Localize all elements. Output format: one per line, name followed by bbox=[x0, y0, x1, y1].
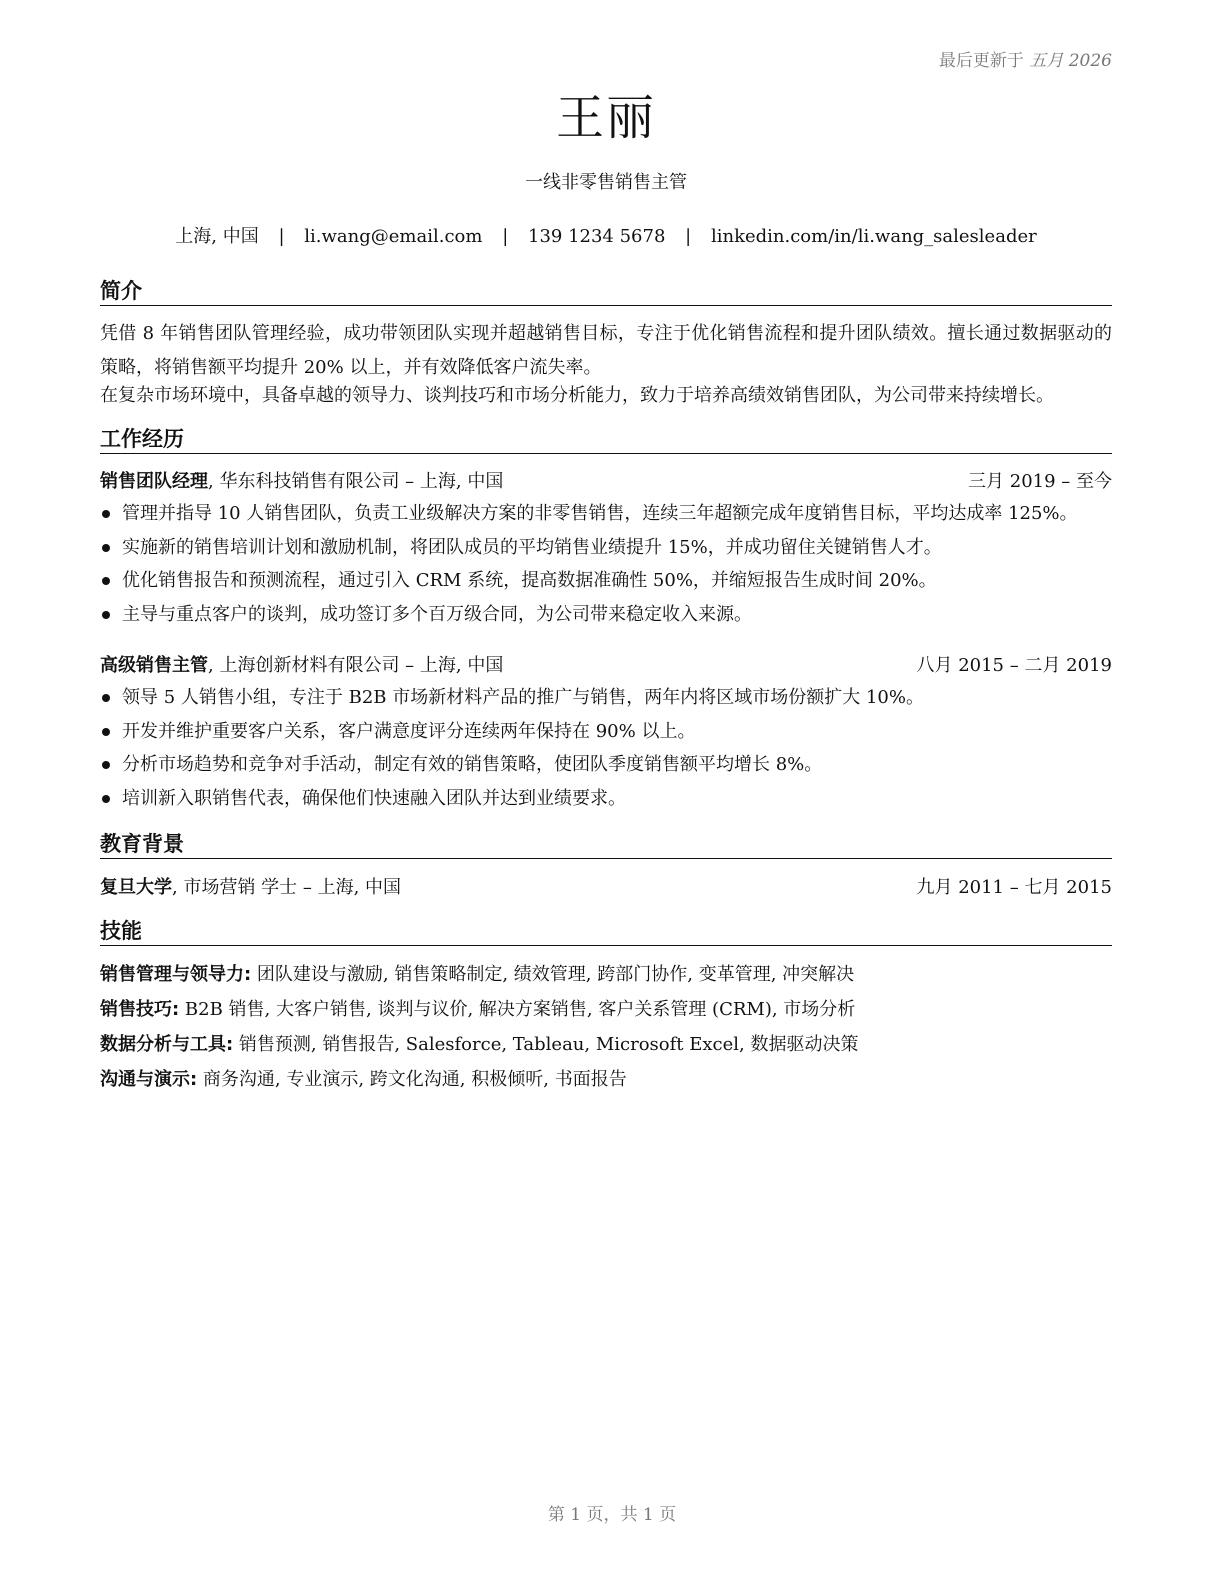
bullet-icon bbox=[102, 577, 110, 585]
candidate-name: 王丽 bbox=[555, 90, 656, 146]
skills-list bbox=[100, 957, 1112, 1097]
job-title-company bbox=[100, 651, 503, 681]
list-item bbox=[100, 598, 1112, 632]
skill-row bbox=[100, 1062, 1112, 1097]
contact-email-link[interactable]: li.wang@email.com bbox=[304, 226, 483, 247]
contact-location: 上海, 中国 bbox=[175, 226, 259, 247]
education-entry bbox=[100, 873, 1112, 903]
skill-row bbox=[100, 957, 1112, 992]
contact-separator: | bbox=[278, 226, 285, 247]
skill-items: 团队建设与激励, 销售策略制定, 绩效管理, 跨部门协作, 变革管理, 冲突解决 bbox=[251, 964, 855, 985]
contact-phone: 139 1234 5678 bbox=[528, 226, 666, 247]
skill-category: 销售管理与领导力: bbox=[100, 964, 252, 985]
skill-category: 沟通与演示: bbox=[100, 1069, 198, 1090]
bullet-text: 开发并维护重要客户关系，客户满意度评分连续两年保持在 90% 以上。 bbox=[122, 720, 696, 742]
bullet-text: 优化销售报告和预测流程，通过引入 CRM 系统，提高数据准确性 50%，并缩短报告生成时间 20%。 bbox=[122, 570, 937, 591]
section-title-summary: 简介 bbox=[100, 277, 1112, 306]
bullet-icon bbox=[102, 694, 110, 702]
list-item bbox=[100, 564, 1112, 598]
education-dates: 九月 2011 – 七月 2015 bbox=[916, 877, 1112, 898]
list-item bbox=[100, 497, 1112, 531]
skill-row bbox=[100, 992, 1112, 1027]
contact-separator: | bbox=[502, 226, 509, 247]
last-updated bbox=[939, 46, 1112, 71]
bullet-icon bbox=[102, 510, 110, 518]
bullet-icon bbox=[102, 611, 110, 619]
job-bullet-list bbox=[100, 497, 1112, 631]
job-header bbox=[100, 651, 1112, 681]
section-title-education: 教育背景 bbox=[100, 830, 1112, 859]
section-title-experience: 工作经历 bbox=[100, 425, 1112, 454]
bullet-icon bbox=[102, 795, 110, 803]
last-updated-date: 五月 2026 bbox=[1029, 51, 1112, 71]
section-title-skills: 技能 bbox=[100, 917, 1112, 946]
resume-page bbox=[100, 0, 1112, 1584]
skill-category: 销售技巧: bbox=[100, 999, 180, 1020]
summary-paragraph: 凭借 8 年销售团队管理经验，成功带领团队实现并超越销售目标，专注于优化销售流程和提升团队绩效。擅长通过数据驱动的策略，将销售额平均提升 20% 以上，并有效降低客户流失率。 bbox=[100, 323, 1112, 378]
last-updated-label: 最后更新于 bbox=[938, 51, 1024, 71]
job-dates: 三月 2019 – 至今 bbox=[968, 471, 1112, 492]
job-title-company bbox=[100, 467, 503, 497]
job-bullet-list bbox=[100, 681, 1112, 815]
skill-items: 商务沟通, 专业演示, 跨文化沟通, 积极倾听, 书面报告 bbox=[197, 1069, 627, 1090]
list-item bbox=[100, 531, 1112, 565]
list-item bbox=[100, 715, 1112, 749]
contact-linkedin-link[interactable]: linkedin.com/in/li.wang_salesleader bbox=[710, 226, 1037, 247]
contact-line bbox=[100, 224, 1112, 250]
list-item bbox=[100, 681, 1112, 715]
list-item bbox=[100, 748, 1112, 782]
job-company: , 上海创新材料有限公司 – 上海, 中国 bbox=[208, 655, 504, 676]
bullet-text: 主导与重点客户的谈判，成功签订多个百万级合同，为公司带来稳定收入来源。 bbox=[122, 603, 752, 625]
education-school: 复旦大学 bbox=[100, 877, 172, 898]
summary-paragraph: 在复杂市场环境中，具备卓越的领导力、谈判技巧和市场分析能力，致力于培养高绩效销售团队，为公司带来持续增长。 bbox=[100, 385, 1054, 406]
bullet-icon bbox=[102, 728, 110, 736]
job-company: , 华东科技销售有限公司 – 上海, 中国 bbox=[208, 471, 504, 492]
skill-items: B2B 销售, 大客户销售, 谈判与议价, 解决方案销售, 客户关系管理 (CRM), 市场分析 bbox=[179, 999, 856, 1020]
bullet-icon bbox=[102, 761, 110, 769]
bullet-text: 分析市场趋势和竞争对手活动，制定有效的销售策略，使团队季度销售额平均增长 8%。 bbox=[122, 754, 823, 775]
skill-category: 数据分析与工具: bbox=[100, 1034, 234, 1055]
bullet-text: 领导 5 人销售小组，专注于 B2B 市场新材料产品的推广与销售，两年内将区域市场份额扩大 10%。 bbox=[122, 687, 924, 708]
contact-separator: | bbox=[685, 226, 692, 247]
job-position: 销售团队经理 bbox=[100, 471, 208, 492]
bullet-text: 管理并指导 10 人销售团队，负责工业级解决方案的非零售销售，连续三年超额完成年度销售目标，平均达成率 125%。 bbox=[122, 503, 1078, 524]
skill-row bbox=[100, 1027, 1112, 1062]
job-dates: 八月 2015 – 二月 2019 bbox=[916, 655, 1112, 676]
education-detail: , 市场营销 学士 – 上海, 中国 bbox=[172, 877, 402, 898]
bullet-icon bbox=[102, 544, 110, 552]
bullet-text: 培训新入职销售代表，确保他们快速融入团队并达到业绩要求。 bbox=[122, 787, 626, 809]
candidate-role: 一线非零售销售主管 bbox=[525, 172, 687, 193]
job-position: 高级销售主管 bbox=[100, 655, 208, 676]
education-school-degree bbox=[100, 873, 401, 903]
page-footer: 第 1 页，共 1 页 bbox=[547, 1505, 677, 1525]
skill-items: 销售预测, 销售报告, Salesforce, Tableau, Microsoft Excel, 数据驱动决策 bbox=[233, 1034, 859, 1055]
list-item bbox=[100, 782, 1112, 816]
job-header bbox=[100, 467, 1112, 497]
bullet-text: 实施新的销售培训计划和激励机制，将团队成员的平均销售业绩提升 15%，并成功留住关键销售人才。 bbox=[122, 536, 942, 558]
